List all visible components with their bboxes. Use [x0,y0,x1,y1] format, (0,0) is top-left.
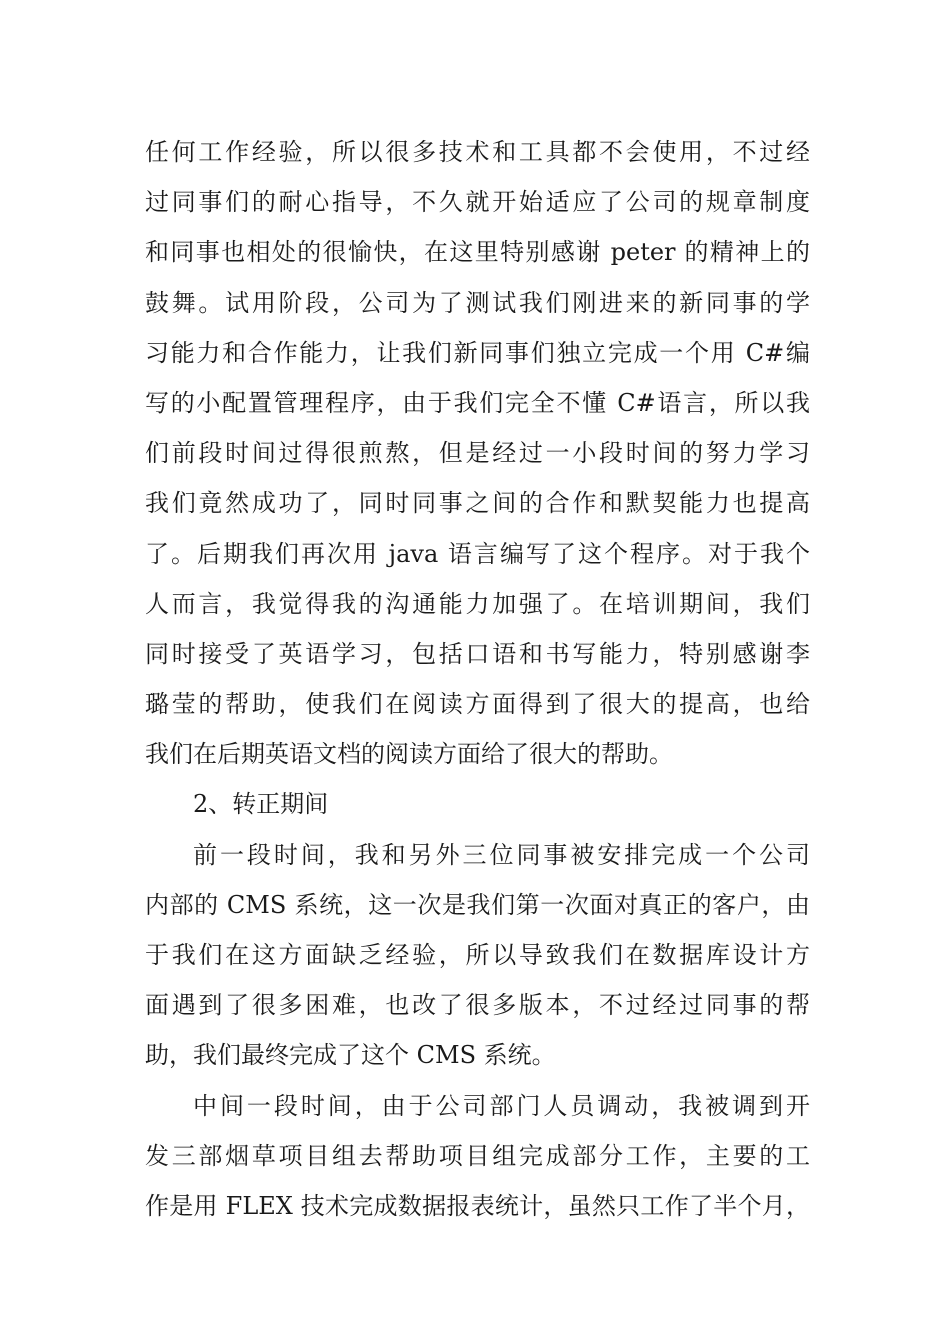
document-page [145,127,810,1231]
text-line: 同时接受了英语学习，包括口语和书写能力，特别感谢李 [145,639,810,668]
text-line: 面遇到了很多困难，也改了很多版本，不过经过同事的帮 [145,991,810,1020]
text-line: 我们竟然成功了，同时同事之间的合作和默契能力也提高 [145,489,810,518]
text-line: 2、转正期间 [193,790,329,819]
text-line: 写的小配置管理程序，由于我们完全不懂 C#语言，所以我 [145,388,810,417]
text-line: 们前段时间过得很煎熬，但是经过一小段时间的努力学习 [145,439,810,468]
text-line: 任何工作经验，所以很多技术和工具都不会使用，不过经 [145,138,810,166]
text-line: 鼓舞。试用阶段，公司为了测试我们刚进来的新同事的学 [145,288,810,317]
text-line: 璐莹的帮助，使我们在阅读方面得到了很大的提高，也给 [145,690,810,719]
text-line: 和同事也相处的很愉快，在这里特别感谢 peter 的精神上的 [145,238,810,267]
text-line: 内部的 CMS 系统，这一次是我们第一次面对真正的客户，由 [145,890,810,919]
text-line: 习能力和合作能力，让我们新同事们独立完成一个用 C#编 [145,338,810,367]
text-line: 过同事们的耐心指导，不久就开始适应了公司的规章制度 [145,188,810,217]
text-line: 于我们在这方面缺乏经验，所以导致我们在数据库设计方 [145,941,810,969]
text-line: 助，我们最终完成了这个 CMS 系统。 [145,1041,556,1070]
text-line: 作是用 FLEX 技术完成数据报表统计，虽然只工作了半个月， [145,1191,810,1220]
text-line: 人而言，我觉得我的沟通能力加强了。在培训期间，我们 [145,589,810,618]
text-line: 发三部烟草项目组去帮助项目组完成部分工作，主要的工 [145,1141,810,1170]
text-line: 了。后期我们再次用 java 语言编写了这个程序。对于我个 [145,539,810,568]
text-line: 中间一段时间，由于公司部门人员调动，我被调到开 [193,1091,810,1120]
text-line: 我们在后期英语文档的阅读方面给了很大的帮助。 [145,740,673,769]
text-line: 前一段时间，我和另外三位同事被安排完成一个公司 [193,840,810,869]
